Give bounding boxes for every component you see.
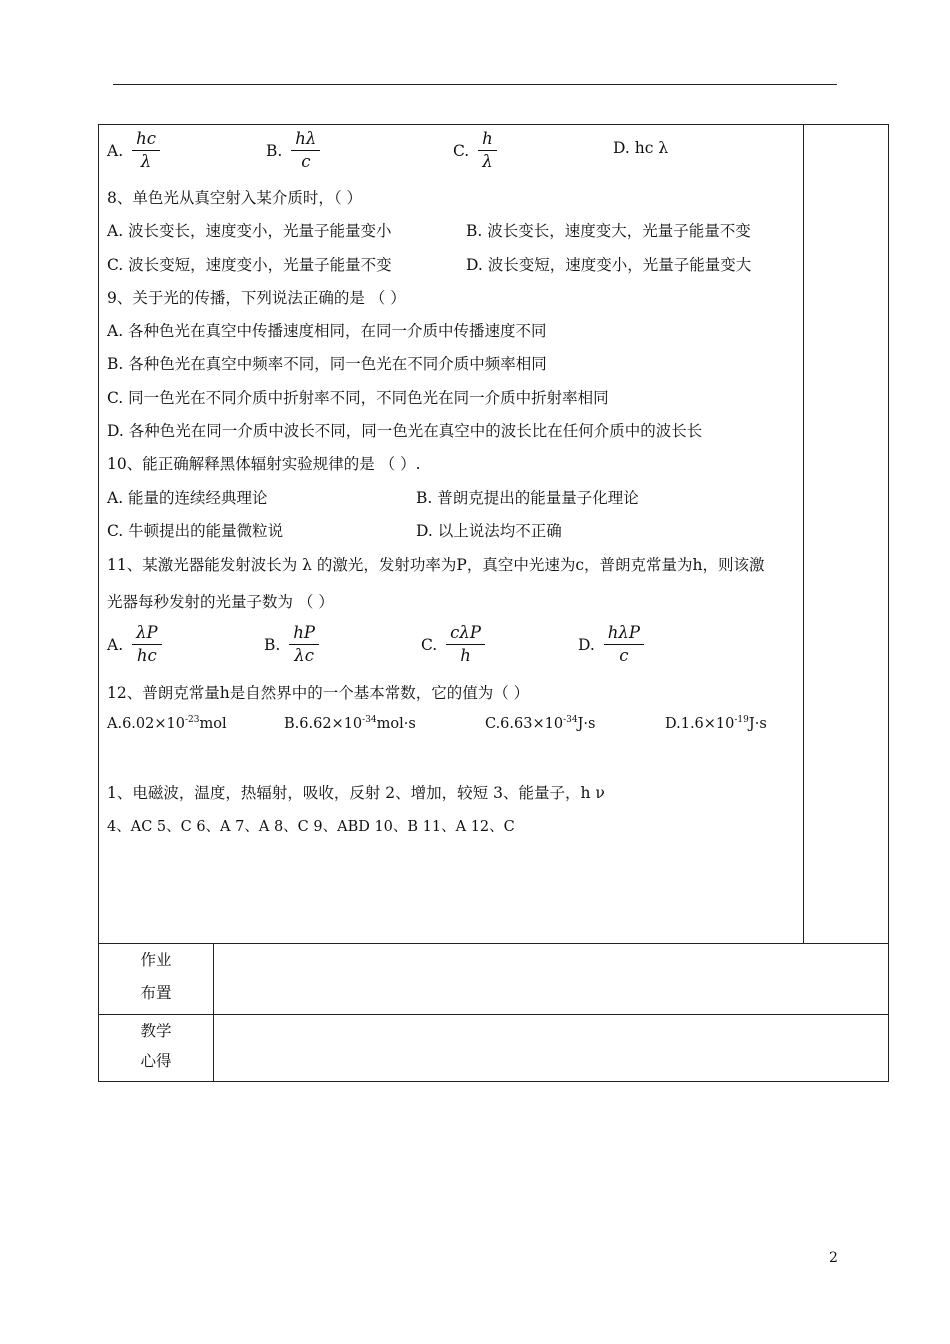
reflection-row <box>98 1014 889 1082</box>
q8-stem: 8、单色光从真空射入某介质时，（ ） <box>107 189 363 207</box>
q8-option-d: D. 波长变短，速度变小，光量子能量变大 <box>466 256 752 274</box>
q12-option-d: $D.1.6\times 10^{-19}J\cdot s$ <box>665 715 767 732</box>
q7-option-a: A. $\frac{hc}{\lambda}$ <box>107 128 160 173</box>
q9-option-a: A. 各种色光在真空中传播速度相同，在同一介质中传播速度不同 <box>107 322 547 340</box>
notes-column <box>803 124 889 944</box>
q9-option-c: C. 同一色光在不同介质中折射率不同，不同色光在同一介质中折射率相同 <box>107 389 609 407</box>
q7-option-c: C. $\frac{h}{\lambda}$ <box>453 128 497 173</box>
q12-stem: 12、普朗克常量h是自然界中的一个基本常数，它的值为（ ） <box>107 684 530 702</box>
q10-option-a: A. 能量的连续经典理论 <box>107 489 268 507</box>
q9-option-d: D. 各种色光在同一介质中波长不同，同一色光在真空中的波长比在任何介质中的波长长 <box>107 422 703 440</box>
answer-key-line-1: 1、电磁波，温度，热辐射，吸收，反射 2、增加，较短 3、能量子，h ν <box>107 784 605 802</box>
q9-option-b: B. 各种色光在真空中频率不同，同一色光在不同介质中频率相同 <box>107 355 547 373</box>
q10-option-c: C. 牛顿提出的能量微粒说 <box>107 522 284 540</box>
reflection-label-2: 心得 <box>140 1052 172 1070</box>
q10-stem: 10、能正确解释黑体辐射实验规律的是 （ ）. <box>107 455 421 473</box>
q12-option-a: $A.6.02\times 10^{-23}mol$ <box>107 715 227 732</box>
homework-label-1: 作业 <box>140 951 172 969</box>
q7-option-d: D. hc λ <box>613 139 669 157</box>
q8-option-c: C. 波长变短，速度变小，光量子能量不变 <box>107 256 392 274</box>
q12-option-b: $B.6.62\times 10^{-34}mol\cdot s$ <box>284 715 416 732</box>
reflection-label-1: 教学 <box>140 1022 172 1040</box>
q10-option-b: B. 普朗克提出的能量量子化理论 <box>416 489 639 507</box>
q11-stem-1: 11、某激光器能发射波长为 λ 的激光，发射功率为P，真空中光速为c，普朗克常量为h，则该激 <box>107 556 765 574</box>
answer-key-line-2: 4、AC 5、C 6、A 7、A 8、C 9、ABD 10、B 11、A 12、C <box>107 819 515 835</box>
q9-stem: 9、关于光的传播，下列说法正确的是 （ ） <box>107 289 406 307</box>
header-rule <box>113 84 837 85</box>
homework-row <box>98 943 889 1015</box>
q7-option-b: B. $\frac{h\lambda}{c}$ <box>266 128 320 173</box>
homework-label-2: 布置 <box>140 984 172 1002</box>
q8-option-b: B. 波长变长，速度变大，光量子能量不变 <box>466 222 751 240</box>
q10-option-d: D. 以上说法均不正确 <box>416 522 562 540</box>
q11-stem-2: 光器每秒发射的光量子数为 （ ） <box>107 593 334 611</box>
q11-option-c: C. $\frac{\text{cλP}}{h}$ <box>421 622 485 667</box>
q11-option-b: B. $\frac{hP}{\lambda c}$ <box>264 622 319 667</box>
q11-option-d: D. $\frac{\text{hλP}}{c}$ <box>578 622 644 667</box>
q11-option-a: A. $\frac{\lambda P}{hc}$ <box>107 622 162 667</box>
page-number: 2 <box>829 1250 838 1266</box>
q8-option-a: A. 波长变长，速度变小，光量子能量变小 <box>107 222 392 240</box>
q12-option-c: $C.6.63\times 10^{-34}J\cdot s$ <box>485 715 596 732</box>
